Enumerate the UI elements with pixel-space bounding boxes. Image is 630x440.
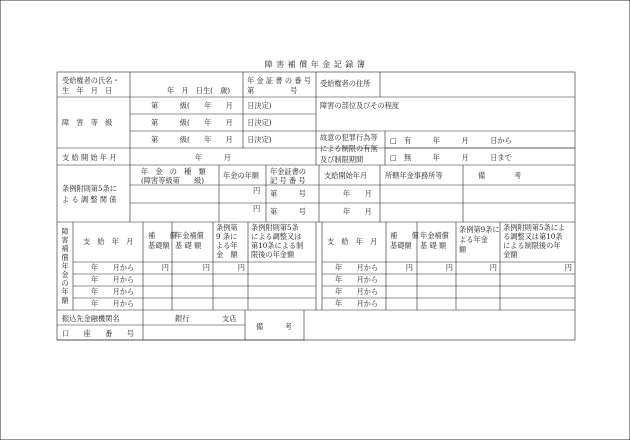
- cert-number-label-2: 記 号 番 号: [270, 176, 306, 185]
- grade-row-3[interactable]: 第 級( 年 月 日決定): [151, 135, 272, 144]
- art9-header-left-1: 条例第: [216, 223, 238, 232]
- art9-header-right-2: よる年金: [459, 235, 488, 244]
- pension-amount-label: 年金の年額: [223, 171, 259, 180]
- art9-header-left-3: よる年: [216, 241, 238, 250]
- comp-base-header-right-2: 基礎額: [390, 241, 412, 250]
- branch-suffix: 支店: [222, 314, 237, 323]
- row-3-right-from[interactable]: 年 月から: [335, 287, 379, 296]
- payment-ym-header-right: 支 給 年 月: [327, 237, 378, 246]
- art9-header-right-1: 条例第9条に: [459, 225, 500, 234]
- row-1-right-yen-adjusted: 円: [564, 263, 572, 272]
- payment-start-field[interactable]: 年 月: [195, 153, 231, 162]
- office-label: 所轄年金事務所等: [385, 171, 443, 180]
- row-1-left-yen-comp: 円: [161, 263, 169, 272]
- vertical-label-char: 補: [61, 244, 69, 254]
- form-grid: [57, 72, 575, 340]
- annual-amount-vertical-label: [61, 227, 69, 305]
- recipient-address-label: 受給権者の住所: [320, 79, 371, 88]
- adjusted-header-right-1: 条例附則第5条によ: [503, 223, 566, 232]
- row-1-left-yen-pension: 円: [202, 263, 210, 272]
- comp-base-header-left-1: 補 償: [148, 231, 177, 240]
- pension-comp-base-header-right-1: 年金補償: [420, 231, 449, 240]
- account-number-label: 口 座 番 号: [62, 329, 134, 338]
- row-1-right-yen-pension: 円: [445, 263, 453, 272]
- pension-amount-yen-1: 円: [253, 186, 261, 195]
- adjusted-header-right-3: による制限後の年: [503, 241, 561, 250]
- comp-base-header-left-2: 基礎額: [148, 241, 170, 250]
- pay-start-field-2[interactable]: 年 月: [343, 207, 372, 216]
- row-1-right-from[interactable]: 年 月から: [335, 263, 379, 272]
- row-2-left-from[interactable]: 年 月から: [91, 275, 135, 284]
- art9-header-right-3: 額: [459, 245, 467, 254]
- adjusted-header-right-4: 金額: [503, 250, 518, 259]
- pension-cert-number-label: 年 金 証 書 の 番 号: [247, 76, 312, 85]
- row-1-right-yen-art9: 円: [489, 263, 497, 272]
- bottom-remarks-label: 備 考: [256, 322, 292, 331]
- cert-number-field-1[interactable]: 第 号: [270, 189, 306, 198]
- vertical-label-char: 額: [61, 295, 69, 305]
- pay-start-field-1[interactable]: 年 月: [343, 189, 372, 198]
- grade-row-1[interactable]: 第 級( 年 月 日決定): [151, 101, 272, 110]
- pension-kind-label-2: (障害等級第 級): [141, 176, 205, 185]
- art9-header-left-2: 9 条に: [216, 232, 238, 241]
- vertical-label-char: 償: [61, 252, 69, 262]
- adjust-label-2: よ る 調 整 関 係: [62, 195, 117, 204]
- crime-restriction-label-3: 及び制限期間: [320, 155, 364, 164]
- vertical-label-char: の: [61, 278, 69, 288]
- form-title: 障 害 補 償 年 金 記 録 簿: [264, 60, 366, 69]
- pension-comp-base-header-right-2: 基 礎 額: [420, 241, 447, 250]
- row-2-right-from[interactable]: 年 月から: [335, 275, 379, 284]
- injury-label: 障害の部位及びその程度: [320, 101, 400, 110]
- art9-header-left-4: 金 額: [216, 250, 238, 259]
- pay-start-ym-label: 支給開始年月: [324, 171, 368, 180]
- vertical-label-char: 年: [61, 287, 69, 297]
- restriction-has-option[interactable]: □ 有 年 月 日から: [390, 136, 512, 145]
- row-4-left-from[interactable]: 年 月から: [91, 299, 135, 308]
- vertical-label-char: 害: [61, 235, 69, 245]
- cert-number-label-1: 年金証書の: [270, 167, 306, 176]
- birth-date-field[interactable]: 年 月 日生( 歳): [167, 86, 231, 95]
- disability-grade-label: 障 害 等 級: [62, 118, 113, 127]
- vertical-label-char: 障: [61, 227, 69, 236]
- comp-base-header-right-1: 補 償: [390, 231, 419, 240]
- vertical-label-char: 年: [61, 261, 69, 271]
- adjusted-header-right-2: る調整又は第10条: [503, 232, 563, 241]
- cert-number-field-2[interactable]: 第 号: [270, 207, 306, 216]
- vertical-label-char: 金: [61, 270, 69, 279]
- pension-comp-base-header-left-1: 年金補償: [175, 231, 204, 240]
- adjusted-header-left-1: 条例附則第5条: [251, 223, 299, 232]
- grade-row-2[interactable]: 第 級( 年 月 日決定): [151, 118, 272, 127]
- adjust-remarks-label: 備 考: [478, 171, 522, 180]
- recipient-name-label: 受給権者の氏名・: [62, 76, 120, 85]
- crime-restriction-label-1: 故意の犯罪行為等: [320, 133, 378, 142]
- crime-restriction-label-2: による制限の有無: [320, 144, 378, 153]
- row-4-right-from[interactable]: 年 月から: [335, 299, 379, 308]
- adjusted-header-left-4: 限後の年金額: [251, 250, 295, 259]
- adjusted-header-left-2: による調整又は: [251, 232, 302, 241]
- pension-comp-base-header-left-2: 基 礎 額: [175, 241, 202, 250]
- restriction-none-option[interactable]: □ 無 年 月 日まで: [390, 153, 512, 162]
- pension-cert-number-field[interactable]: 第 号: [247, 86, 298, 95]
- row-1-left-yen-art9: 円: [237, 263, 245, 272]
- payment-start-label: 支 給 開 始 年 月: [62, 153, 117, 162]
- pension-amount-yen-2: 円: [253, 204, 261, 213]
- adjust-label-1: 条例附則第5条に: [62, 184, 117, 193]
- payment-ym-header-left: 支 給 年 月: [83, 237, 134, 246]
- bank-name-label: 振込先金融機関名: [62, 314, 120, 323]
- row-3-left-from[interactable]: 年 月から: [91, 287, 135, 296]
- bank-suffix: 銀行: [175, 314, 190, 323]
- row-1-left-from[interactable]: 年 月から: [91, 263, 135, 272]
- pension-kind-label-1: 年 金 の 種 類: [141, 167, 206, 176]
- row-1-right-yen-comp: 円: [405, 263, 413, 272]
- recipient-birth-label: 生 年 月 日: [62, 86, 113, 95]
- adjusted-header-left-3: 第10条による制: [251, 241, 304, 250]
